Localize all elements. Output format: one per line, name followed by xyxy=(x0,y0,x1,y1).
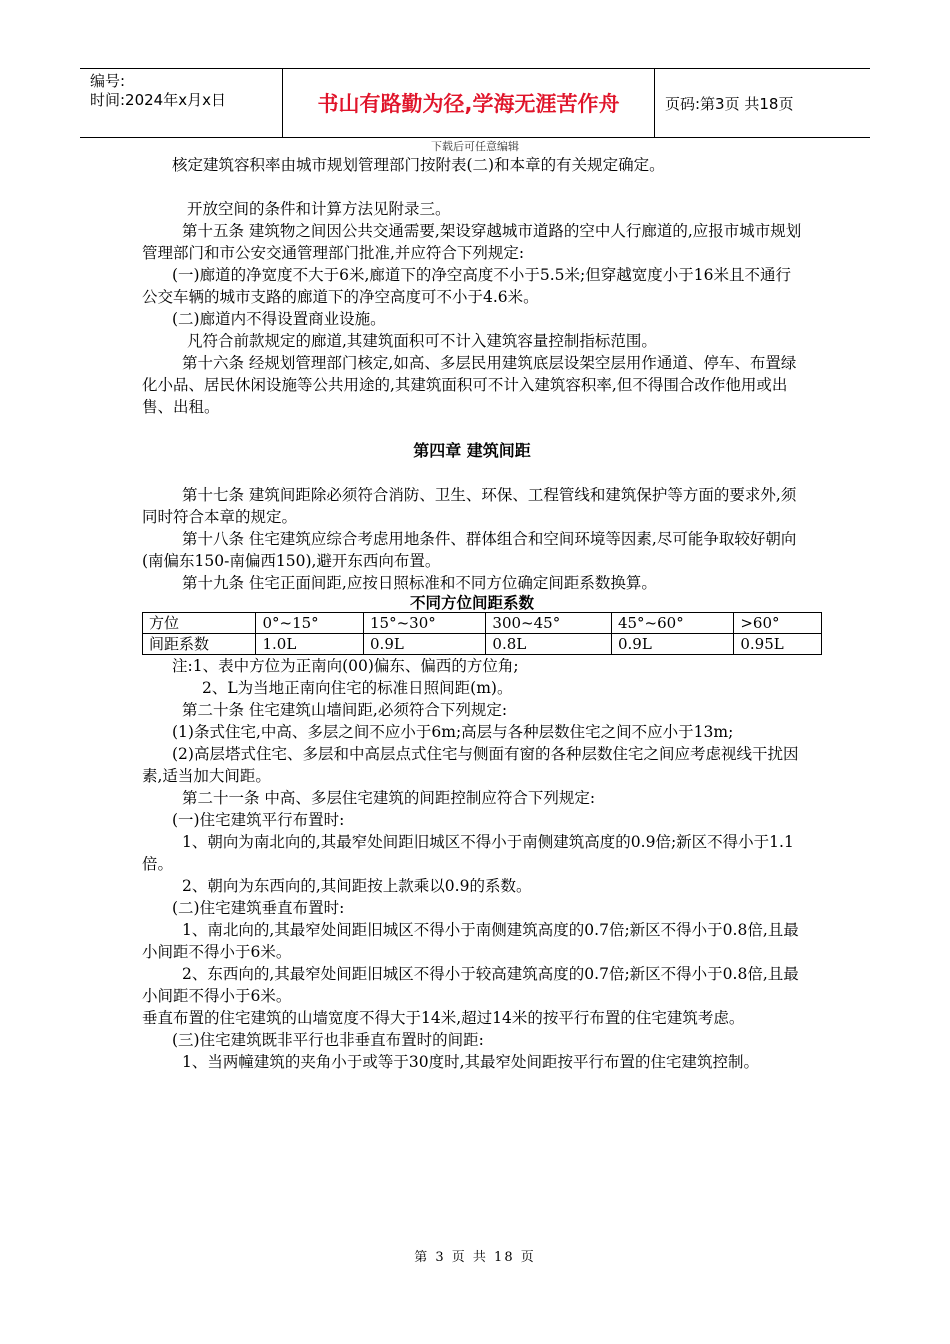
article-20: 第二十条 住宅建筑山墙间距,必须符合下列规定: xyxy=(182,701,508,719)
table-cell: 0.9L xyxy=(364,634,486,655)
paragraph: 2、东西向的,其最窄处间距旧城区不得小于较高建筑高度的0.7倍;新区不得小于0.8倍,且最小间距不得小于6米。 xyxy=(142,965,799,1005)
paragraph: (一)廊道的净宽度不大于6米,廊道下的净空高度不小于5.5米;但穿越宽度小于16米且不通行公交车辆的城市支路的廊道下的净空高度可不小于4.6米。 xyxy=(142,266,791,306)
header-page-info: 页码:第3页 共18页 xyxy=(665,94,794,113)
page-footer: 第 3 页 共 18 页 xyxy=(414,1250,536,1265)
paragraph: (三)住宅建筑既非平行也非垂直布置时的间距: xyxy=(172,1031,484,1049)
number-label: 编号: xyxy=(90,72,126,90)
table-header-cell: >60° xyxy=(734,613,822,634)
paragraph: 1、当两幢建筑的夹角小于或等于30度时,其最窄处间距按平行布置的住宅建筑控制。 xyxy=(182,1053,760,1071)
paragraph: (二)廊道内不得设置商业设施。 xyxy=(172,310,386,328)
header-motto: 书山有路勤为径,学海无涯苦作舟 xyxy=(283,69,655,137)
table-note: 注:1、表中方位为正南向(00)偏东、偏西的方位角; xyxy=(172,657,519,675)
table-cell: 0.9L xyxy=(611,634,733,655)
header-meta xyxy=(80,69,283,137)
document-body xyxy=(142,154,802,1073)
table-header-cell: 300~45° xyxy=(486,613,612,634)
table-row-label: 方位 xyxy=(143,613,256,634)
article-19: 第十九条 住宅正面间距,应按日照标准和不同方位确定间距系数换算。 xyxy=(182,574,657,592)
paragraph: (二)住宅建筑垂直布置时: xyxy=(172,899,345,917)
article-17: 第十七条 建筑间距除必须符合消防、卫生、环保、工程管线和建筑保护等方面的要求外,须同时符合本章的规定。 xyxy=(142,486,797,526)
table-row-label: 间距系数 xyxy=(143,634,256,655)
paragraph: (1)条式住宅,中高、多层之间不应小于6m;高层与各种层数住宅之间不应小于13m; xyxy=(172,723,734,741)
spacing-coefficient-table xyxy=(142,612,822,655)
download-note: 下载后可任意编辑 xyxy=(431,140,519,153)
chapter-title: 第四章 建筑间距 xyxy=(413,441,531,460)
paragraph: (一)住宅建筑平行布置时: xyxy=(172,811,345,829)
table-note: 2、L为当地正南向住宅的标准日照间距(m)。 xyxy=(202,679,513,697)
table-row xyxy=(143,613,822,634)
table-header-cell: 45°~60° xyxy=(611,613,733,634)
table-header-cell: 15°~30° xyxy=(364,613,486,634)
article-18: 第十八条 住宅建筑应综合考虑用地条件、群体组合和空间环境等因素,尽可能争取较好朝向(南偏东150-南偏西150),避开东西向布置。 xyxy=(142,530,797,570)
paragraph: (2)高层塔式住宅、多层和中高层点式住宅与侧面有窗的各种层数住宅之间应考虑视线干扰因素,适当加大间距。 xyxy=(142,745,799,785)
paragraph: 1、南北向的,其最窄处间距旧城区不得小于南侧建筑高度的0.7倍;新区不得小于0.8倍,且最小间距不得小于6米。 xyxy=(142,921,799,961)
table-row xyxy=(143,634,822,655)
article-16: 第十六条 经规划管理部门核定,如高、多层民用建筑底层设架空层用作通道、停车、布置绿化小品、居民休闲设施等公共用途的,其建筑面积可不计入建筑容积率,但不得围合改作他用或出售、出租。 xyxy=(142,354,797,416)
table-title: 不同方位间距系数 xyxy=(409,594,534,612)
paragraph: 2、朝向为东西向的,其间距按上款乘以0.9的系数。 xyxy=(182,877,532,895)
article-15: 第十五条 建筑物之间因公共交通需要,架设穿越城市道路的空中人行廊道的,应报市城市规划管理部门和市公安交通管理部门批准,并应符合下列规定: xyxy=(142,222,802,262)
table-cell: 0.8L xyxy=(486,634,612,655)
time-label: 时间:2024年x月x日 xyxy=(90,91,226,109)
paragraph: 凡符合前款规定的廊道,其建筑面积可不计入建筑容量控制指标范围。 xyxy=(187,332,657,350)
article-21: 第二十一条 中高、多层住宅建筑的间距控制应符合下列规定: xyxy=(182,789,596,807)
page-header xyxy=(80,68,870,138)
paragraph: 开放空间的条件和计算方法见附录三。 xyxy=(187,200,451,218)
table-cell: 1.0L xyxy=(256,634,364,655)
paragraph: 垂直布置的住宅建筑的山墙宽度不得大于14米,超过14米的按平行布置的住宅建筑考虑。 xyxy=(142,1009,745,1027)
paragraph: 核定建筑容积率由城市规划管理部门按附表(二)和本章的有关规定确定。 xyxy=(172,156,665,174)
paragraph: 1、朝向为南北向的,其最窄处间距旧城区不得小于南侧建筑高度的0.9倍;新区不得小于1.1倍。 xyxy=(142,833,794,873)
table-cell: 0.95L xyxy=(734,634,822,655)
table-header-cell: 0°~15° xyxy=(256,613,364,634)
